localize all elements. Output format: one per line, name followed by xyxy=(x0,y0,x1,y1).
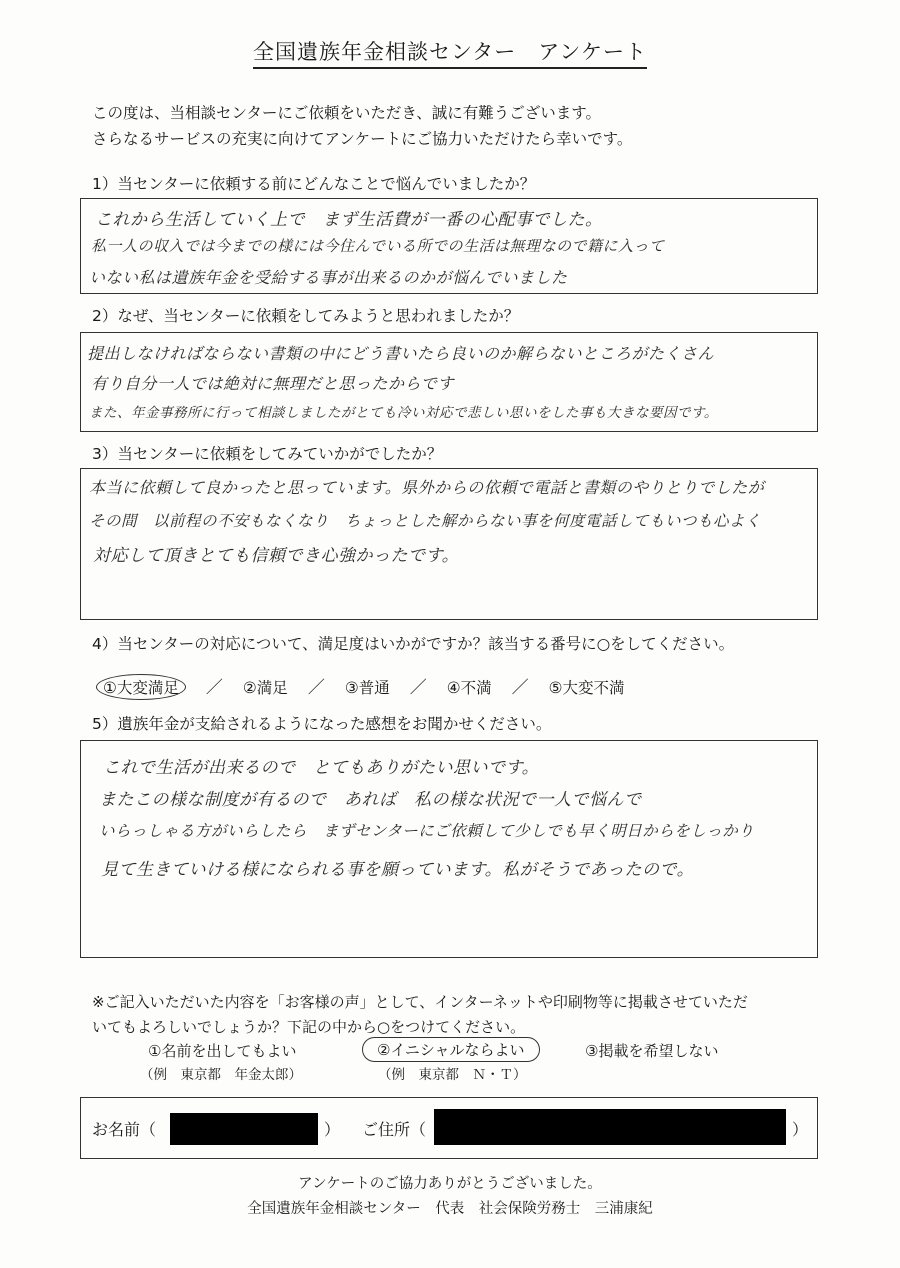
answer-1-line-1: これから生活していく上で まず生活費が一番の心配事でした。 xyxy=(95,210,603,230)
answer-box-2 xyxy=(80,332,818,432)
consent-option-1-example: （例 東京都 年金太郎） xyxy=(140,1067,302,1083)
address-close-paren: ） xyxy=(792,1120,809,1139)
rating-separator: ／ xyxy=(205,678,223,698)
footer-organization: 全国遺族年金相談センター 代表 社会保険労務士 三浦康紀 xyxy=(247,1201,653,1217)
answer-3-line-1: 本当に依頼して良かったと思っています。県外からの依頼で電話と書類のやりとりでしたが xyxy=(89,478,765,497)
rating-separator: ／ xyxy=(307,678,325,698)
consent-option-2[interactable]: ②イニシャルならよい xyxy=(362,1037,540,1062)
answer-1-line-2: 私一人の収入では今までの様には今住んでいる所での生活は無理なので籍に入って xyxy=(91,237,665,255)
question-3: 3）当センターに依頼をしてみていかがでしたか？ xyxy=(92,445,443,463)
address-label: ご住所（ xyxy=(362,1120,427,1139)
answer-5-line-4: 見て生きていける様になられる事を願っています。私がそうであったので。 xyxy=(101,860,695,880)
rating-option-1[interactable]: ①大変満足 xyxy=(96,674,186,700)
answer-1-line-3: いない私は遺族年金を受給する事が出来るのかが悩んでいました xyxy=(89,268,568,287)
question-1: 1）当センターに依頼する前にどんなことで悩んでいましたか？ xyxy=(92,175,536,193)
answer-3-line-2: その間 以前程の不安もなくなり ちょっとした解からない事を何度電話してもいつも心よく xyxy=(89,512,762,530)
consent-option-3[interactable]: ③掲載を希望しない xyxy=(585,1042,719,1060)
answer-5-line-2: またこの様な制度が有るので あれば 私の様な状況で一人で悩んで xyxy=(99,790,642,810)
footer-thanks: アンケートのご協力ありがとうございました。 xyxy=(298,1176,602,1192)
address-redaction xyxy=(434,1109,786,1145)
intro-line-2: さらなるサービスの充実に向けてアンケートにご協力いただけたら幸いです。 xyxy=(92,130,633,148)
answer-5-line-1: これで生活が出来るので とてもありがたい思いです。 xyxy=(103,758,540,778)
name-redaction xyxy=(170,1113,318,1145)
consent-note xyxy=(92,990,832,1040)
page-title: 全国遺族年金相談センター アンケート xyxy=(0,36,900,66)
rating-option-3[interactable]: ③普通 xyxy=(344,679,390,697)
name-label: お名前（ xyxy=(92,1120,157,1139)
consent-option-1[interactable]: ①名前を出してもよい xyxy=(148,1042,297,1060)
satisfaction-rating xyxy=(96,673,625,700)
intro-line-1: この度は、当相談センターにご依頼をいただき、誠に有難うございます。 xyxy=(92,104,602,122)
intro-text xyxy=(92,100,632,152)
footer xyxy=(0,1172,900,1222)
answer-box-5 xyxy=(80,740,818,958)
consent-note-line-2: いてもよろしいでしょうか？下記の中から○をつけてください。 xyxy=(92,1018,526,1036)
answer-2-line-1: 提出しなければならない書類の中にどう書いたら良いのか解らないところがたくさん xyxy=(87,344,715,363)
answer-box-3 xyxy=(80,468,818,620)
consent-note-line-1: ※ご記入いただいた内容を「お客様の声」として、インターネットや印刷物等に掲載させていただ xyxy=(92,993,748,1011)
consent-option-2-example: （例 東京都 Ｎ・Ｔ） xyxy=(378,1067,527,1083)
name-close-paren: ） xyxy=(324,1120,341,1139)
answer-box-1 xyxy=(80,198,818,294)
rating-option-5[interactable]: ⑤大変不満 xyxy=(548,679,625,697)
question-5: 5）遺族年金が支給されるようになった感想をお聞かせください。 xyxy=(92,715,552,733)
answer-2-line-3: また、年金事務所に行って相談しましたがとても冷い対応で悲しい思いをした事も大きな要因です。 xyxy=(89,405,718,421)
rating-option-4[interactable]: ④不満 xyxy=(446,679,492,697)
answer-3-line-3: 対応して頂きとても信頼でき心強かったです。 xyxy=(93,546,460,566)
answer-5-line-3: いらっしゃる方がいらしたら まずセンターにご依頼して少しでも早く明日からをしっかり xyxy=(99,822,755,840)
rating-separator: ／ xyxy=(409,678,427,698)
rating-separator: ／ xyxy=(511,678,529,698)
question-2: 2）なぜ、当センターに依頼をしてみようと思われましたか？ xyxy=(92,307,520,325)
rating-option-2[interactable]: ②満足 xyxy=(242,679,288,697)
question-4: 4）当センターの対応について、満足度はいかがですか？該当する番号に○をしてください。 xyxy=(92,635,735,653)
answer-2-line-2: 有り自分一人では絶対に無理だと思ったからです xyxy=(91,374,454,393)
